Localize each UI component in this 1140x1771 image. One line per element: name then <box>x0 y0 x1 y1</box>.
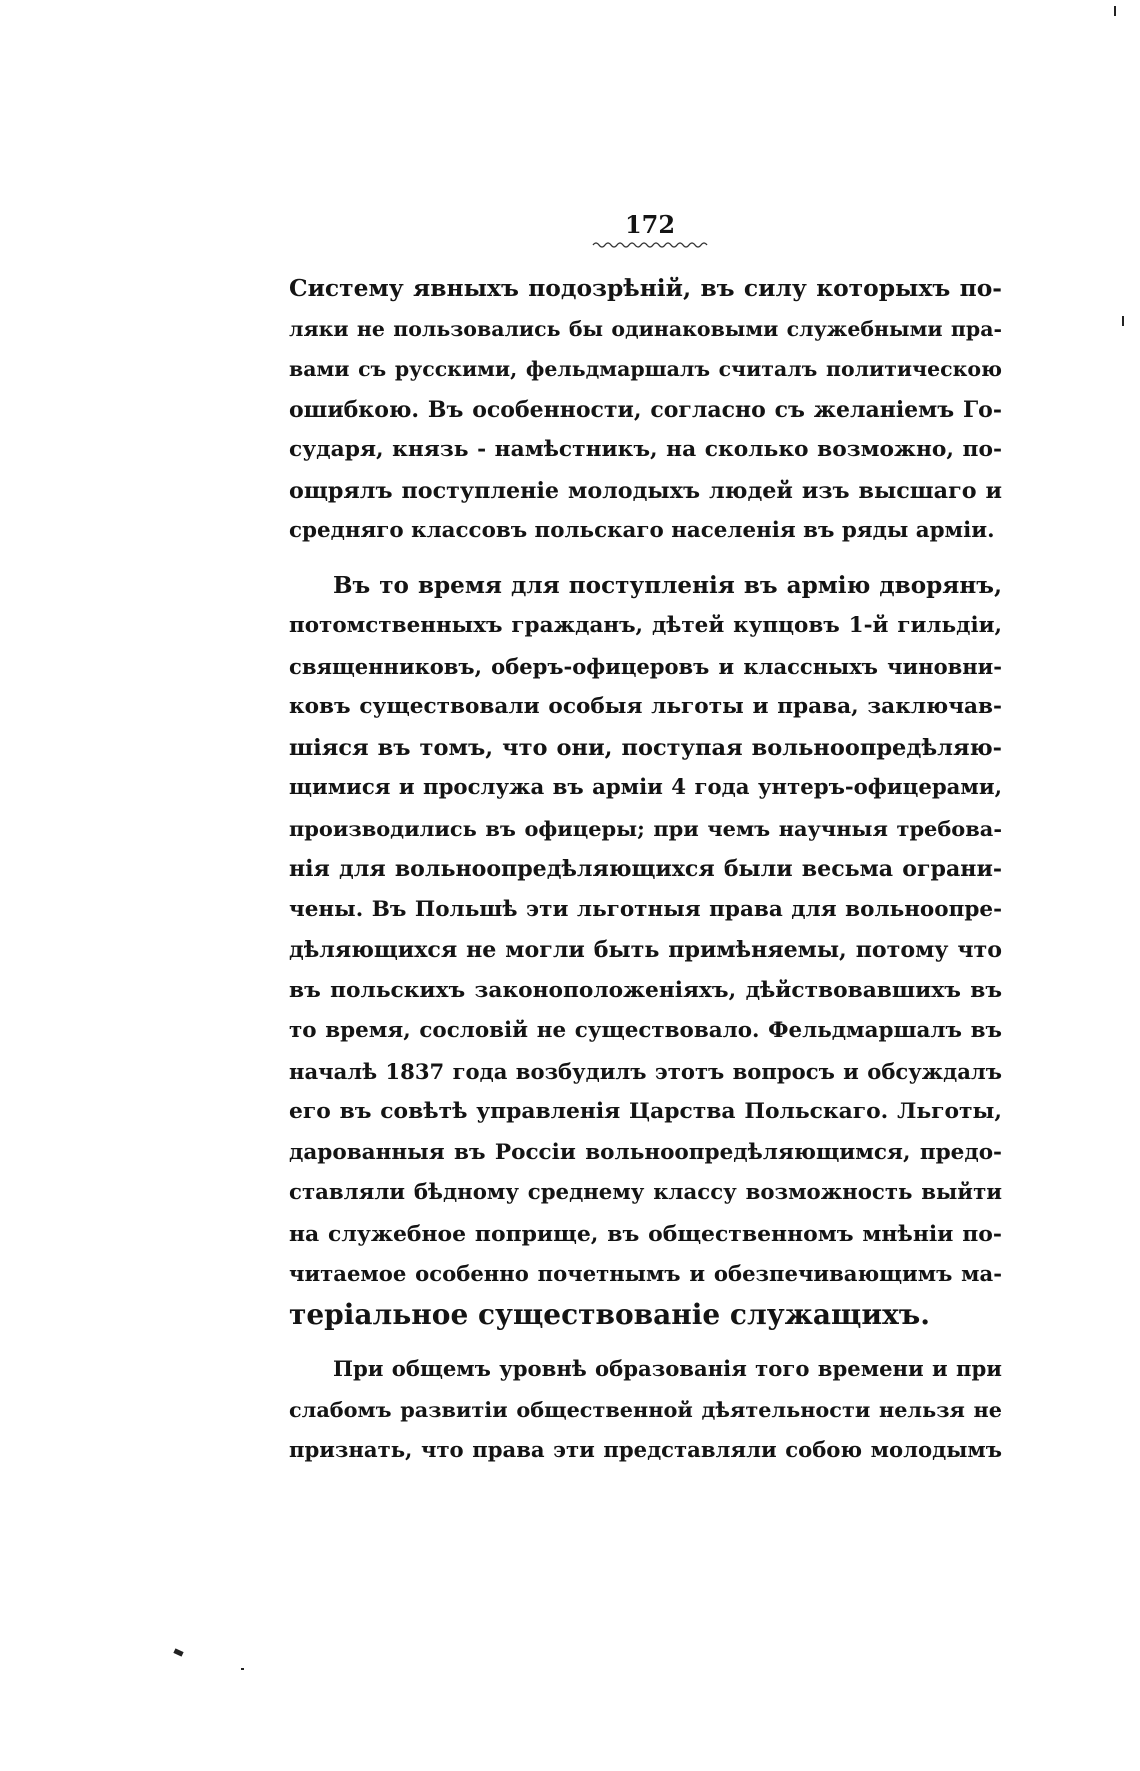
text-line: Систему явныхъ подозрѣній, въ силу которыхъ по- <box>289 274 1002 302</box>
text-line: При общемъ уровнѣ образованія того времени и при <box>333 1356 1002 1381</box>
text-line: ляки не пользовались бы одинаковыми служебными пра- <box>289 316 1002 341</box>
text-line: дарованныя въ Россіи вольноопредѣляющимся, предо- <box>289 1139 1002 1165</box>
text-line: потомственныхъ гражданъ, дѣтей купцовъ 1-й гильдіи, <box>289 613 1002 638</box>
text-line: его въ совѣтѣ управленія Царства Польскаго. Льготы, <box>289 1099 1002 1124</box>
text-line: признать, что права эти представляли собою молодымъ <box>289 1437 1002 1462</box>
text-line: чены. Въ Польшѣ эти льготныя права для вольноопре- <box>289 896 1002 922</box>
text-line: нія для вольноопредѣляющихся были весьма ограни- <box>289 856 1002 882</box>
text-line: Въ то время для поступленія въ армію дворянъ, <box>333 571 1002 599</box>
paragraph-3 <box>289 1349 1002 1471</box>
text-line: слабомъ развитіи общественной дѣятельности нельзя не <box>289 1396 1002 1422</box>
text-line: на служебное поприще, въ общественномъ мнѣніи по- <box>289 1220 1002 1247</box>
scan-speck <box>1122 316 1124 326</box>
scan-speck <box>1114 6 1116 16</box>
text-line: ошибкою. Въ особенности, согласно съ желаніемъ Го- <box>289 396 1002 423</box>
text-line: ставляли бѣдному среднему классу возможность выйти <box>289 1180 1002 1205</box>
page-header <box>590 210 710 250</box>
text-line: ощрялъ поступленіе молодыхъ людей изъ высшаго и <box>289 477 1002 504</box>
text-line: средняго классовъ польскаго населенія въ ряды арміи. <box>289 518 995 543</box>
scan-speck <box>241 1668 244 1670</box>
wavy-rule-ornament <box>591 240 709 250</box>
page-body-text <box>289 268 1002 1471</box>
text-line: то время, сословій не существовало. Фельдмаршалъ въ <box>289 1018 1002 1043</box>
paragraph-2 <box>289 566 1002 1336</box>
text-line: ковъ существовали особыя льготы и права, заключав- <box>289 694 1002 719</box>
text-line: священниковъ, оберъ-офицеровъ и классныхъ чиновни- <box>289 653 1002 679</box>
paragraph-1 <box>289 268 1002 552</box>
text-line: читаемое особенно почетнымъ и обезпечивающимъ ма- <box>289 1261 1002 1286</box>
text-line: производились въ офицеры; при чемъ научныя требова- <box>289 815 1002 841</box>
page-number: 172 <box>624 210 676 239</box>
scan-speck <box>173 1648 183 1656</box>
text-line: теріальное существованіе служащихъ. <box>289 1297 931 1331</box>
text-line: въ польскихъ законоположеніяхъ, дѣйствовавшихъ въ <box>289 977 1002 1003</box>
text-line: вами съ русскими, фельдмаршалъ считалъ политическою <box>289 357 1002 381</box>
text-line: щимися и прослужа въ арміи 4 года унтеръ-офицерами, <box>289 775 1002 800</box>
text-line: дѣляющихся не могли быть примѣняемы, потому что <box>289 937 1002 963</box>
text-line: сударя, князь - намѣстникъ, на сколько возможно, по- <box>289 437 1002 462</box>
text-line: шіяся въ томъ, что они, поступая вольноопредѣляю- <box>289 734 1002 761</box>
text-line: началѣ 1837 года возбудилъ этотъ вопросъ и обсуждалъ <box>289 1058 1002 1084</box>
